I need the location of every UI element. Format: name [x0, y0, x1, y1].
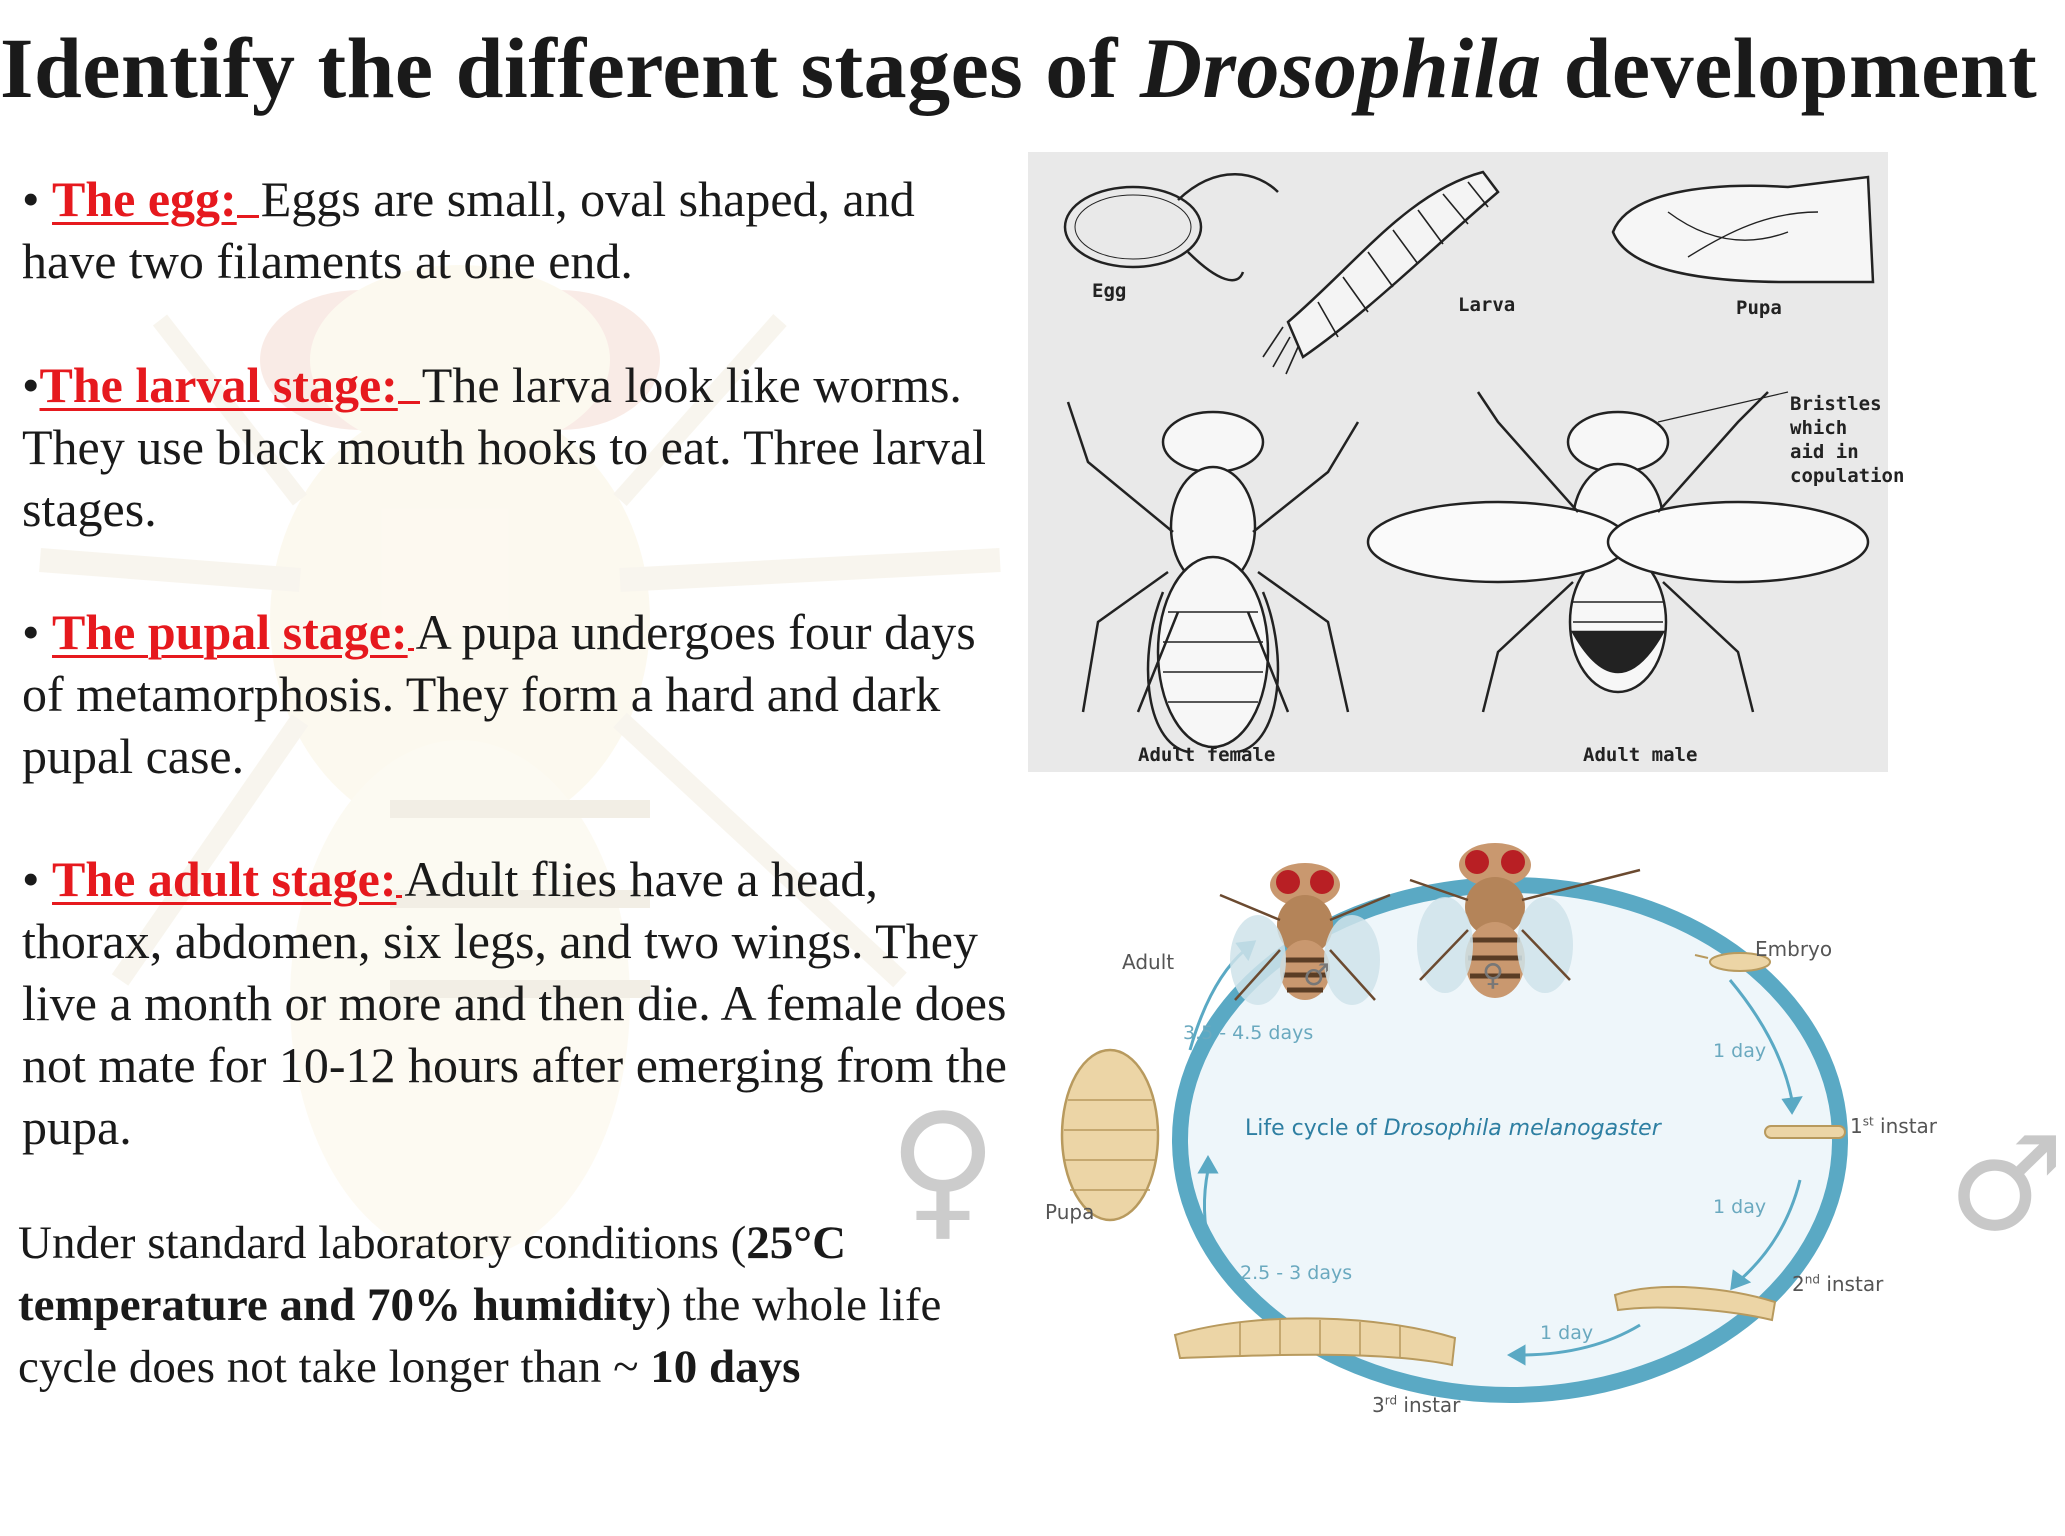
- pupal-section: [22, 601, 1012, 787]
- larval-section: [22, 354, 1012, 540]
- adult-text: Adult flies have a head, thorax, abdomen, six legs, and two wings. They live a month or more and then die. A female does not mate for 10-12 hours after emerging from the pupa.: [22, 851, 1007, 1155]
- pupal-label: The pupal stage:: [52, 604, 408, 660]
- venus-icon: ♀: [888, 1082, 998, 1256]
- larva-caption: Larva: [1458, 294, 1516, 316]
- egg-text: Eggs are small, oval shaped, and have two filaments at one end.: [22, 171, 915, 289]
- egg-caption: Egg: [1092, 280, 1127, 302]
- duration-embryo: 1 day: [1713, 1040, 1767, 1062]
- male-symbol: ♂: [1303, 958, 1330, 993]
- duration-2nd: 1 day: [1540, 1322, 1594, 1344]
- duration-pupa: 3.5 - 4.5 days: [1183, 1022, 1314, 1044]
- egg-label: The egg:: [52, 171, 237, 227]
- bullet: •: [22, 604, 40, 660]
- stage-2nd-instar: 2nd instar: [1792, 1272, 1884, 1296]
- duration-1st: 1 day: [1713, 1196, 1767, 1218]
- bullet: •: [22, 851, 40, 907]
- stage-adult: Adult: [1122, 950, 1175, 974]
- page-title: Identify the different stages of Drosophila development: [0, 20, 2038, 116]
- adult-label: The adult stage:: [52, 851, 397, 907]
- larva-drawing-icon: [1263, 172, 1498, 374]
- adult-female-caption: Adult female: [1138, 744, 1276, 766]
- adult-female-fly-icon: [1068, 402, 1358, 752]
- summary-text: Under standard laboratory conditions (25°C temperature and 70% humidity) the whole life cycle does not take longer than ~ 10 days: [18, 1217, 942, 1393]
- pupa-caption: Pupa: [1736, 297, 1782, 319]
- bristles-caption: Bristles which aid in copulation: [1790, 393, 1905, 487]
- female-symbol: ♀: [1482, 958, 1504, 993]
- adult-male-caption: Adult male: [1583, 744, 1698, 766]
- bullet: •: [22, 357, 40, 413]
- stage-1st-instar: 1st instar: [1850, 1114, 1938, 1138]
- bullet: •: [22, 171, 40, 227]
- cycle-center-title: Life cycle of Drosophila melanogaster: [1245, 1116, 1661, 1141]
- pupal-text: A pupa undergoes four days of metamorphosis. They form a hard and dark pupal case.: [22, 604, 976, 784]
- stage-pupa: Pupa: [1045, 1200, 1095, 1224]
- egg-section: [22, 168, 1012, 292]
- egg-drawing-icon: [1065, 174, 1278, 280]
- life-cycle-diagram: [1040, 810, 2040, 1430]
- larval-label: The larval stage:: [39, 357, 398, 413]
- pupa-drawing-icon: [1613, 177, 1873, 282]
- mars-icon: ♂: [1948, 1108, 2065, 1260]
- larval-text: The larva look like worms. They use black mouth hooks to eat. Three larval stages.: [22, 357, 987, 537]
- stage-embryo: Embryo: [1755, 937, 1833, 961]
- duration-3rd: 2.5 - 3 days: [1240, 1262, 1353, 1284]
- stage-3rd-instar: 3rd instar: [1372, 1393, 1461, 1417]
- stage-drawings-panel: [1028, 152, 1905, 772]
- adult-section: [22, 848, 1012, 1158]
